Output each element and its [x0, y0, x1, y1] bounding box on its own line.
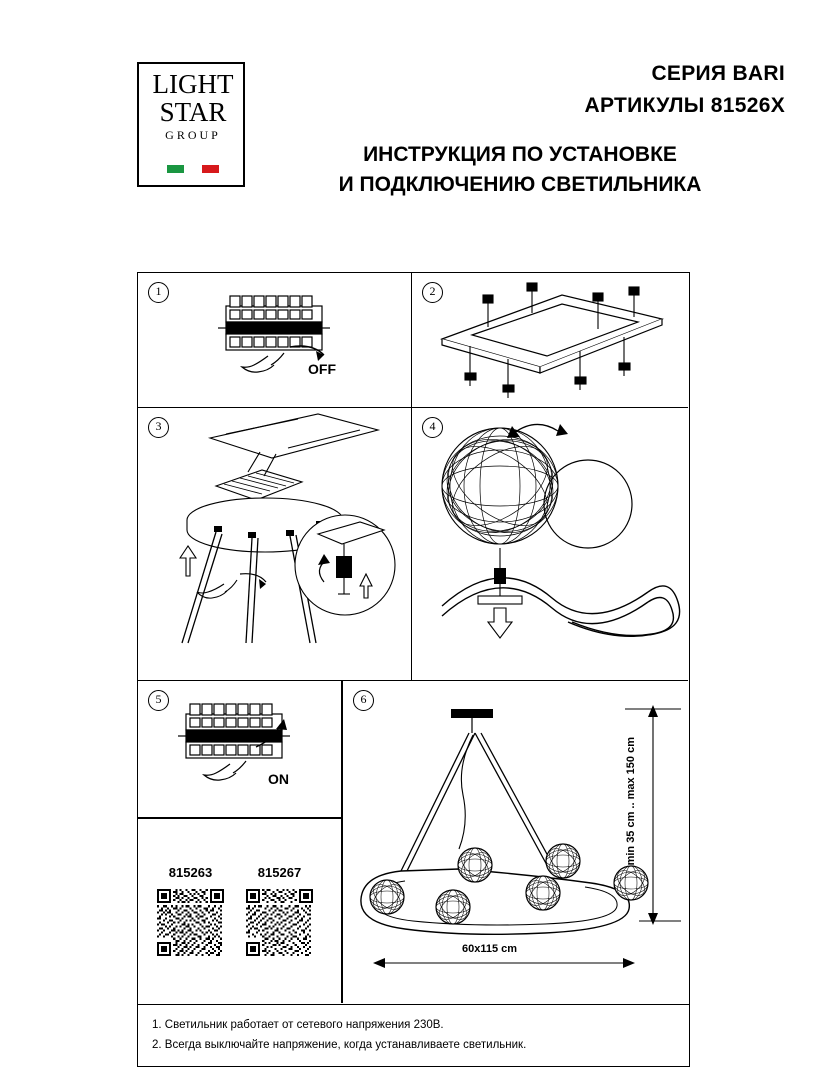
- qr-code-image[interactable]: [157, 889, 224, 956]
- note-line-2: 2. Всегда выключайте напряжение, когда устанавливаете светильник.: [152, 1039, 527, 1052]
- footer-notes: [137, 1005, 690, 1067]
- qr-cell: [138, 818, 342, 1003]
- logo-line-star: STAR: [159, 97, 227, 128]
- instruction-line-2: И ПОДКЛЮЧЕНИЮ СВЕТИЛЬНИКА: [338, 173, 702, 197]
- qr-code-image[interactable]: [246, 889, 313, 956]
- step-1-number: 1: [148, 282, 169, 303]
- step-3-number: 3: [148, 417, 169, 438]
- step-4-cell: [412, 408, 688, 681]
- step-3-cell: [138, 408, 412, 681]
- brand-logo: [137, 62, 245, 187]
- instruction-line-1: ИНСТРУКЦИЯ ПО УСТАНОВКЕ: [363, 143, 677, 166]
- step-5-label: ON: [268, 771, 289, 787]
- qr-list: [157, 865, 313, 956]
- step-6-cell: [342, 681, 688, 1003]
- step-5-cell: [138, 681, 342, 818]
- italy-flag-icon: [167, 165, 219, 173]
- logo-line-group: GROUP: [165, 127, 221, 142]
- height-dimension-label: min 35 cm .. max 150 cm: [625, 737, 637, 866]
- article-title: АРТИКУЛЫ 81526X: [584, 93, 785, 117]
- instruction-title: [255, 140, 785, 201]
- step-6-number: 6: [353, 690, 374, 711]
- step-3-illustration: [138, 408, 412, 681]
- step-1-illustration: [138, 273, 412, 408]
- title-block: [255, 58, 785, 121]
- qr-item: [157, 865, 224, 956]
- step-2-number: 2: [422, 282, 443, 303]
- series-title: СЕРИЯ BARI: [651, 62, 785, 85]
- step-2-illustration: [412, 273, 688, 408]
- step-5-number: 5: [148, 690, 169, 711]
- qr-label: 815267: [257, 865, 302, 880]
- qr-label: 815263: [168, 865, 213, 880]
- logo-line-light: LIGHT: [152, 69, 234, 99]
- step-1-label: OFF: [308, 361, 336, 377]
- step-2-cell: [412, 273, 688, 408]
- qr-item: [246, 865, 313, 956]
- logo-text: [139, 70, 247, 141]
- steps-grid: [137, 272, 690, 1005]
- step-1-cell: [138, 273, 412, 408]
- step-4-number: 4: [422, 417, 443, 438]
- width-dimension-label: 60x115 cm: [462, 943, 518, 955]
- step-4-illustration: [412, 408, 688, 681]
- page-header: [0, 0, 826, 230]
- note-line-1: 1. Светильник работает от сетевого напряжения 230В.: [152, 1019, 444, 1031]
